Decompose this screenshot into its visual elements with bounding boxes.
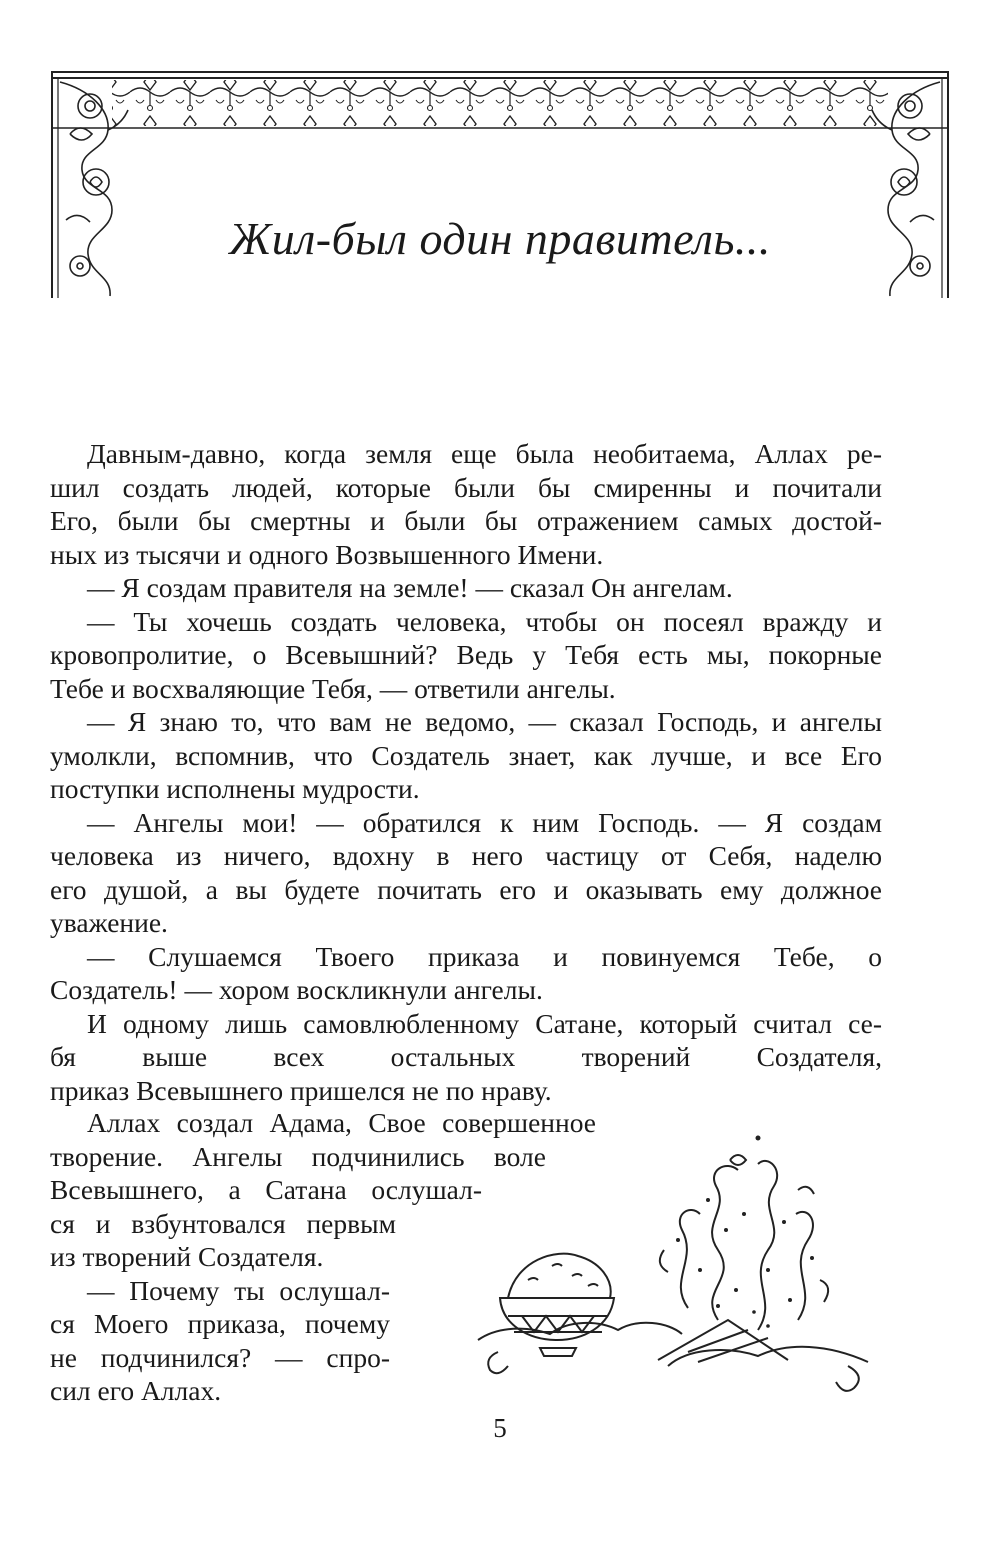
text-line: Давным-давно, когда земля еще была необитаема, Аллах ре- bbox=[87, 438, 882, 469]
text-line: И одному лишь самовлюбленному Сатане, который считал се- bbox=[87, 1007, 882, 1039]
text-line: ся и взбунтовался первым bbox=[50, 1207, 396, 1239]
body-text bbox=[50, 437, 882, 1107]
text-line: Его, были бы смертны и были бы отражением самых достой- bbox=[50, 505, 882, 536]
text-line: — Почему ты ослушал- bbox=[87, 1274, 390, 1306]
text-line: из творений Создателя. bbox=[50, 1241, 324, 1272]
text-line: — Я создам правителя на земле! — сказал Он ангелам. bbox=[87, 572, 733, 603]
paragraph bbox=[50, 571, 882, 605]
text-line: Всевышнего, а Сатана ослушал- bbox=[50, 1174, 482, 1205]
text-line: шил создать людей, которые были бы смиренны и почитали bbox=[50, 471, 882, 503]
text-line: Тебе и восхваляющие Тебя, — ответили ангелы. bbox=[50, 672, 616, 704]
text-line: Аллах создал Адама, Свое совершенное bbox=[87, 1107, 596, 1138]
text-line: умолкли, вспомнив, что Создатель знает, как лучше, и все Его bbox=[50, 739, 882, 771]
clay-bowl-and-fire-illustration bbox=[468, 1130, 888, 1420]
text-line: не подчинился? — спро- bbox=[50, 1341, 390, 1373]
paragraph bbox=[50, 806, 882, 940]
text-line: кровопролитие, о Всевышний? Ведь у Тебя есть мы, покорные bbox=[50, 639, 882, 670]
ornamental-header-frame bbox=[50, 70, 950, 300]
text-line: ных из тысячи и одного Возвышенного Имени. bbox=[50, 538, 604, 570]
paragraph bbox=[50, 437, 882, 571]
text-line: сил его Аллах. bbox=[50, 1375, 222, 1406]
page-number: 5 bbox=[493, 1413, 507, 1443]
text-line: — Ты хочешь создать человека, чтобы он посеял вражду и bbox=[87, 605, 882, 637]
paragraph bbox=[50, 1007, 882, 1108]
text-line: поступки исполнены мудрости. bbox=[50, 773, 420, 804]
text-line: Создатель! — хором воскликнули ангелы. bbox=[50, 974, 543, 1005]
paragraph bbox=[50, 605, 882, 706]
text-line: — Ангелы мои! — обратился к ним Господь. — Я создам bbox=[87, 806, 882, 838]
text-line: его душой, а вы будете почитать его и оказывать ему должное bbox=[50, 873, 882, 905]
paragraph bbox=[50, 705, 882, 806]
text-line: человека из ничего, вдохну в него частицу от Себя, наделю bbox=[50, 840, 882, 871]
text-line: — Я знаю то, что вам не ведомо, — сказал Господь, и ангелы bbox=[87, 706, 882, 737]
text-line: ся Моего приказа, почему bbox=[50, 1308, 390, 1339]
text-line: приказ Всевышнего пришелся не по нраву. bbox=[50, 1074, 552, 1106]
text-line: бя выше всех остальных творений Создателя, bbox=[50, 1041, 882, 1072]
paragraph bbox=[50, 940, 882, 1007]
text-line: творение. Ангелы подчинились воле bbox=[50, 1140, 546, 1172]
chapter-title: Жил-был один правитель... bbox=[229, 213, 771, 264]
text-line: уважение. bbox=[50, 907, 168, 938]
text-line: — Слушаемся Твоего приказа и повинуемся Тебе, о bbox=[87, 940, 882, 972]
